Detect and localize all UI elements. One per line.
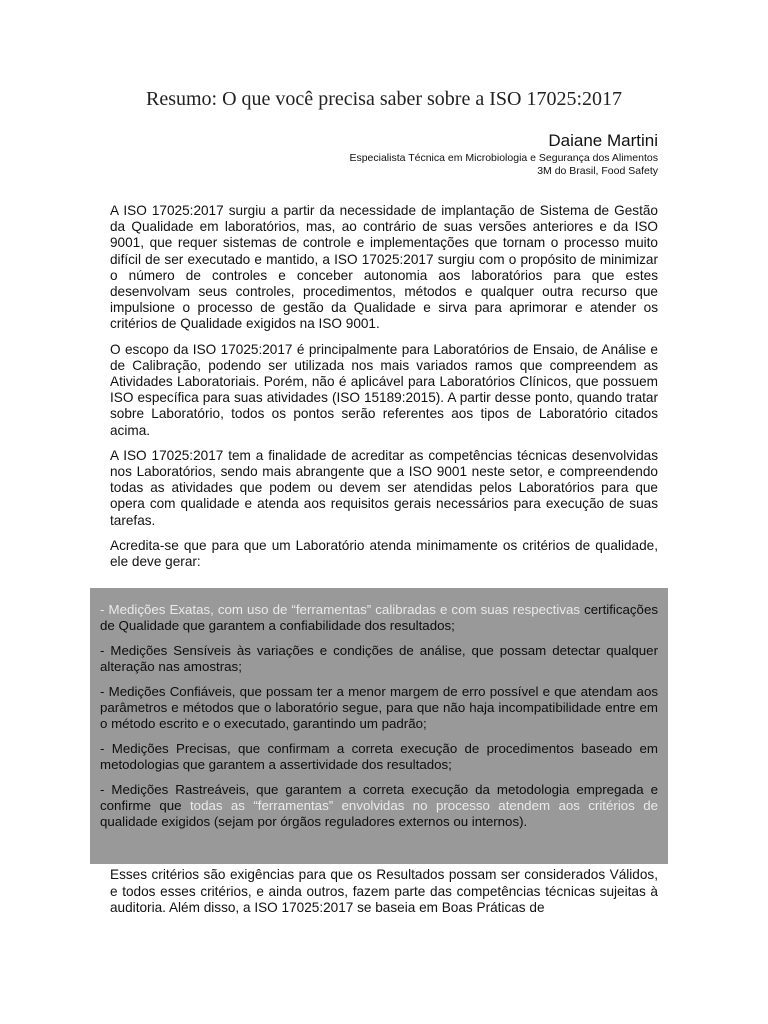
continuation-text (110, 867, 658, 917)
item-text: qualidade exigidos (sejam por órgãos reguladores externos ou internos). (100, 814, 528, 829)
author-name: Daiane Martini (548, 131, 658, 150)
page-title: Resumo: O que você precisa saber sobre a ISO 17025:2017 (146, 88, 622, 110)
item-highlight: - Medições Exatas, com uso de “ferramentas” calibradas e com suas respectivas (100, 602, 581, 617)
paragraph: O escopo da ISO 17025:2017 é principalmente para Laboratórios de Ensaio, de Análise e de Calibração, podendo ser utilizada nos mais variados ramos que compreendem as Atividades Laboratoriais. Porém, não é aplicável para Laboratórios Clínicos, que possuem ISO específica para suas atividades (ISO 15189:2015). A partir desse ponto, quando tratar sobre Laboratório, todos os pontos serão referentes aos tipos de Laboratório citados acima. (110, 341, 658, 438)
list-item: - Medições Confiáveis, que possam ter a menor margem de erro possível e que atendam aos parâmetros e métodos que o laboratório segue, para que não haja incompatibilidade entre em o método escrito e o executado, garantindo um padrão; (100, 684, 658, 731)
list-item: - Medições Precisas, que confirmam a correta execução de procedimentos baseado em metodologias que garantem a assertividade dos resultados; (100, 741, 658, 772)
item-text: - Medições Rastreáveis, que garantem a correta execução da metodologia empregada e confirme que (100, 782, 658, 813)
list-item: - Medições Sensíveis às variações e condições de análise, que possam detectar qualquer alteração nas amostras; (100, 643, 658, 674)
paragraph: A ISO 17025:2017 surgiu a partir da necessidade de implantação de Sistema de Gestão da Qualidade em laboratórios, mas, ao contrário de suas versões anteriores e da ISO 9001, que requer sistemas de controle e implementações que tornam o processo muito difícil de ser executado e mantido, a ISO 17025:2017 surgiu com o propósito de minimizar o número de controles e conceber autonomia aos laboratórios para que estes desenvolvam seus controles, procedimentos, métodos e qualquer outra recurso que impulsione o processo de gestão da Qualidade e sirva para aprimorar e atender os critérios de Qualidade exigidos na ISO 9001. (110, 203, 658, 332)
paragraph: Acredita-se que para que um Laboratório atenda minimamente os critérios de qualidade, ele deve gerar: (110, 537, 658, 570)
paragraph: Esses critérios são exigências para que os Resultados possam ser considerados Válidos, e todos esses critérios, e ainda outros, fazem parte das competências técnicas sujeitas à auditoria. Além disso, a ISO 17025:2017 se baseia em Boas Práticas de (110, 867, 658, 915)
requirements-box (90, 588, 668, 864)
author-role: Especialista Técnica em Microbiologia e Segurança dos Alimentos (349, 152, 658, 164)
list-item (100, 782, 658, 830)
author-company: 3M do Brasil, Food Safety (537, 165, 658, 177)
author-affiliation (349, 152, 658, 178)
item-text: certificações de Qualidade que garantem a confiabilidade dos resultados; (100, 602, 658, 633)
paragraph: A ISO 17025:2017 tem a finalidade de acreditar as competências técnicas desenvolvidas nos Laboratórios, sendo mais abrangente que a ISO 9001 neste setor, e compreendendo todas as atividades que podem ou devem ser atendidas pelos Laboratórios para que opera com qualidade e atenda aos requisitos gerais necessários para execução de suas tarefas. (110, 447, 658, 528)
list-item (100, 602, 658, 634)
item-highlight: todas as “ferramentas” envolvidas no processo atendem aos critérios de (189, 798, 659, 813)
article-body (110, 203, 658, 579)
